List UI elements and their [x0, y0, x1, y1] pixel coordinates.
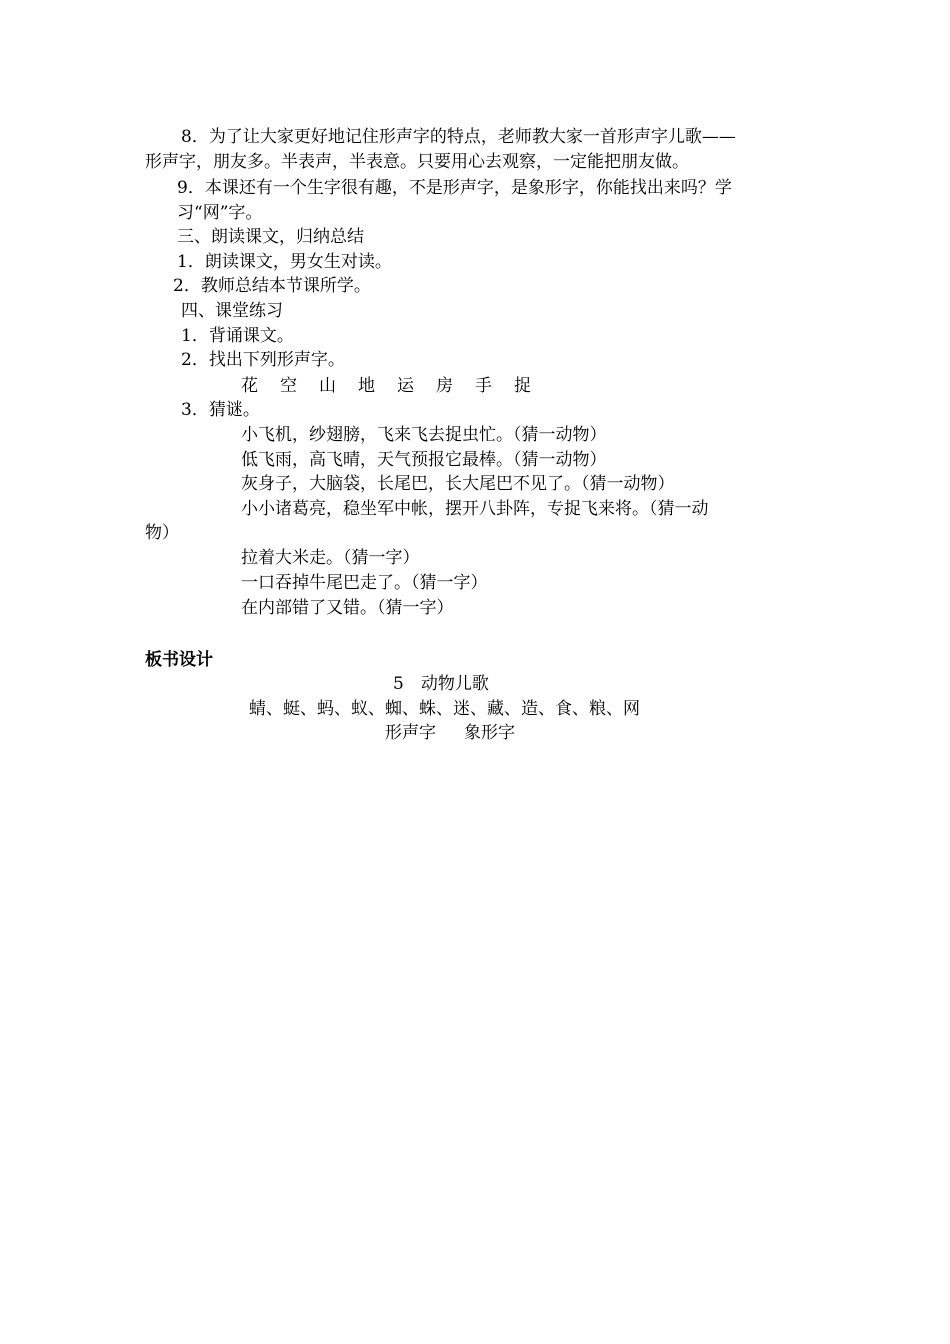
- character-item: 空: [280, 376, 297, 396]
- board-title: 5 动物儿歌: [393, 674, 489, 694]
- paragraph-9-line-2: 习“网”字。: [177, 203, 263, 223]
- paragraph-9-line-1: 9．本课还有一个生字很有趣，不是形声字，是象形字，你能找出来吗？学: [177, 178, 732, 198]
- section-4-item-3: 3．猜谜。: [181, 400, 260, 420]
- riddle-3: 灰身子，大脑袋，长尾巴，长大尾巴不见了。（猜一动物）: [241, 474, 675, 494]
- paragraph-8-line-1: 8．为了让大家更好地记住形声字的特点，老师教大家一首形声字儿歌——: [181, 127, 736, 147]
- pictophonetic-label: 形声字: [385, 723, 436, 743]
- character-item: 捉: [514, 376, 531, 396]
- character-list: [241, 374, 531, 398]
- section-4-heading: 四、课堂练习: [181, 301, 283, 321]
- riddle-4-line-1: 小小诸葛亮，稳坐军中帐，摆开八卦阵，专捉飞来将。（猜一动: [241, 499, 709, 519]
- riddle-5: 拉着大米走。（猜一字）: [241, 548, 420, 568]
- board-design-heading: 板书设计: [145, 650, 213, 670]
- board-character-row: 蜻、蜓、蚂、蚁、蜘、蛛、迷、藏、造、食、粮、网: [249, 699, 640, 719]
- section-4-item-1: 1．背诵课文。: [181, 326, 294, 346]
- character-item: 手: [475, 376, 492, 396]
- character-item: 花: [241, 376, 258, 396]
- board-labels: [385, 721, 515, 745]
- character-item: 山: [319, 376, 336, 396]
- riddle-7: 在内部错了又错。（猜一字）: [241, 598, 454, 618]
- riddle-2: 低飞雨，高飞晴，天气预报它最棒。（猜一动物）: [241, 450, 607, 470]
- section-3-heading: 三、朗读课文，归纳总结: [177, 227, 364, 247]
- paragraph-8-line-2: 形声字，朋友多。半表声，半表意。只要用心去观察，一定能把朋友做。: [145, 152, 689, 172]
- section-4-item-2: 2．找出下列形声字。: [181, 350, 345, 370]
- riddle-4-line-2: 物）: [145, 523, 179, 543]
- pictographic-label: 象形字: [464, 723, 515, 743]
- character-item: 地: [358, 376, 375, 396]
- character-item: 房: [436, 376, 453, 396]
- riddle-6: 一口吞掉牛尾巴走了。（猜一字）: [241, 573, 488, 593]
- riddle-1: 小飞机，纱翅膀，飞来飞去捉虫忙。（猜一动物）: [241, 425, 607, 445]
- character-item: 运: [397, 376, 414, 396]
- section-3-item-1: 1．朗读课文，男女生对读。: [177, 252, 392, 272]
- section-3-item-2: 2．教师总结本节课所学。: [173, 276, 371, 296]
